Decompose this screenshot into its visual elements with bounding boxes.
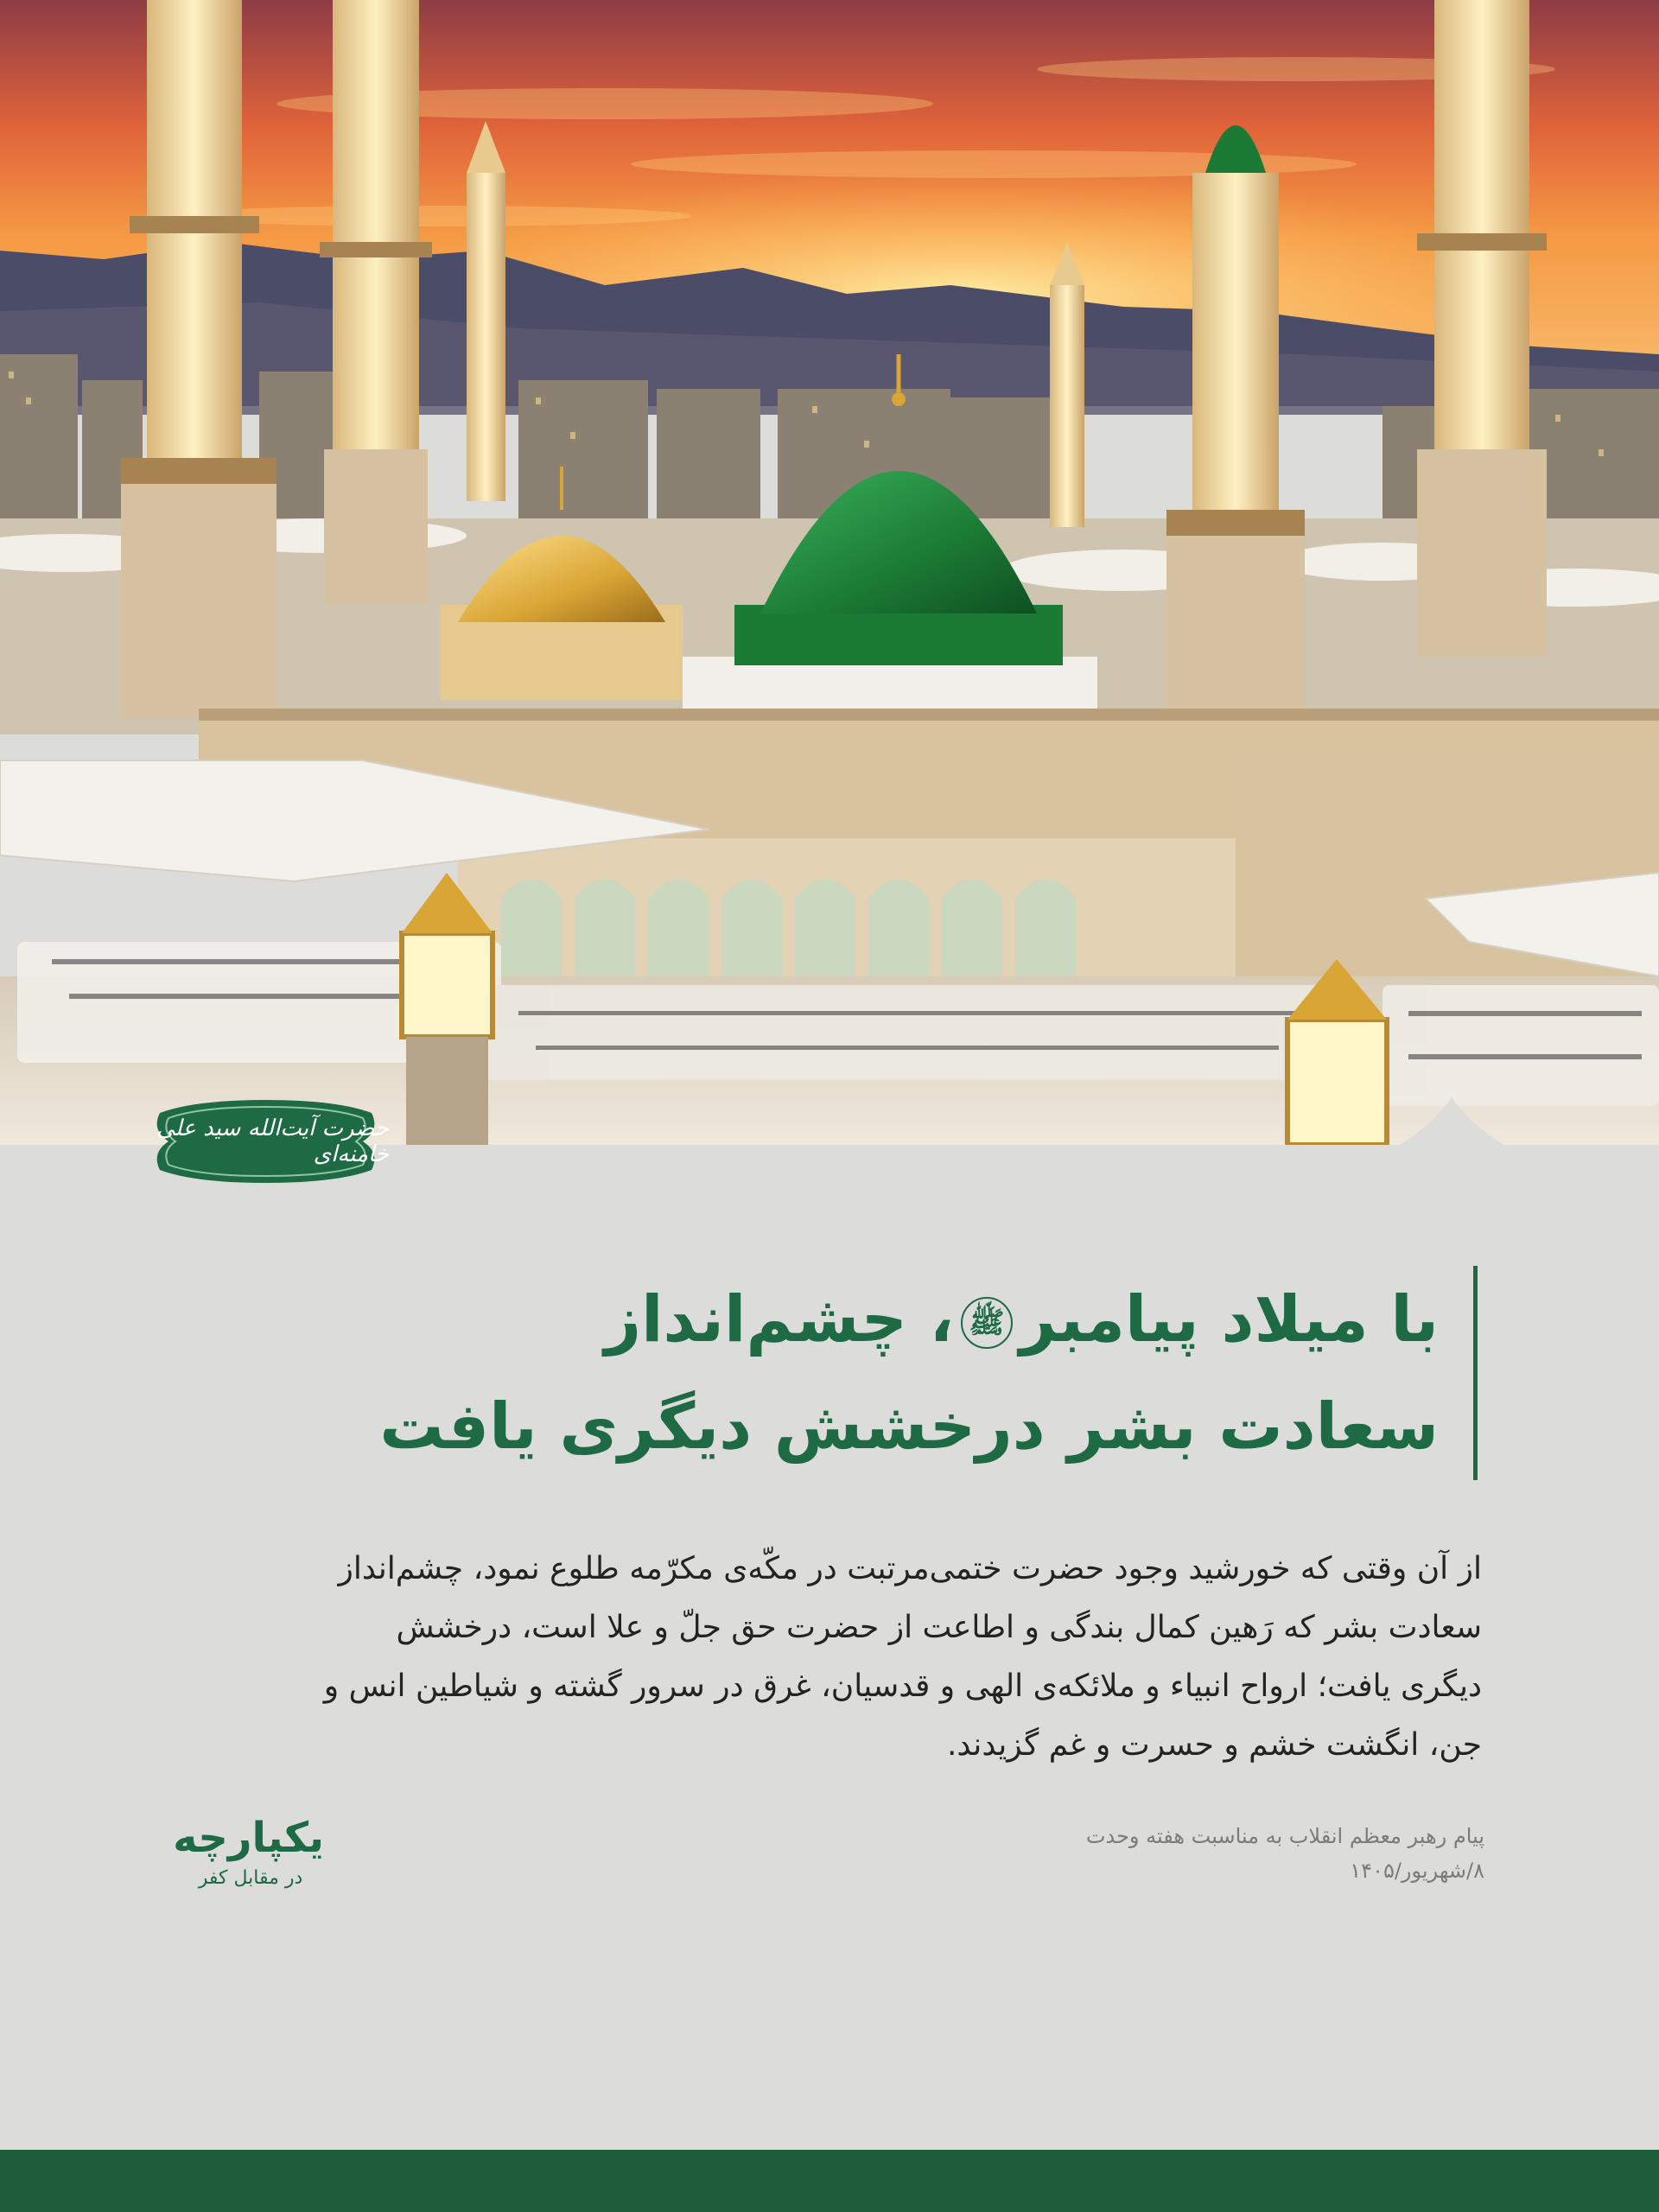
footer-bar (0, 2150, 1659, 2212)
headline-part-2: ، چشم‌انداز (604, 1282, 954, 1357)
quote-body (177, 1540, 1482, 1775)
source-title: پیام رهبر معظم انقلاب به مناسبت هفته وحدت (1085, 1824, 1484, 1848)
signature-seal (143, 1096, 389, 1187)
headline-part-1: با میلاد پیامبر (1019, 1282, 1439, 1357)
headline-line-2: سعادت بشر درخشش دیگری یافت (379, 1389, 1439, 1464)
quote-line: جن، انگشت خشم و حسرت و غم گزیدند. (946, 1727, 1482, 1763)
source-date: ۸/شهریور/۱۴۰۵ (1350, 1859, 1484, 1883)
source-caption (880, 1819, 1484, 1888)
quote-line: دیگری یافت؛ ارواح انبیاء و ملائکه‌ی الهی و قدسیان، غرق در سرور گشته و شیاطین انس و (323, 1669, 1482, 1704)
honorific-icon: ﷺ (961, 1297, 1013, 1349)
logo-subtitle: در مقابل کفر (198, 1867, 303, 1889)
seal-text: حضرت آیت‌الله سید علی خامنه‌ای (156, 1116, 389, 1167)
campaign-logo (173, 1810, 324, 1914)
logo-title: یکپارچه (173, 1814, 324, 1862)
headline-line-1 (229, 1266, 1439, 1373)
quote-line: از آن وقتی که خورشید وجود حضرت ختمی‌مرتبت در مکّه‌ی مکرّمه طلوع نمود، چشم‌انداز (338, 1551, 1482, 1586)
quote-line: سعادت بشر که رَهین کمال بندگی و اطاعت از حضرت حق جلّ و علا است، درخشش (396, 1610, 1482, 1645)
headline (229, 1266, 1478, 1480)
